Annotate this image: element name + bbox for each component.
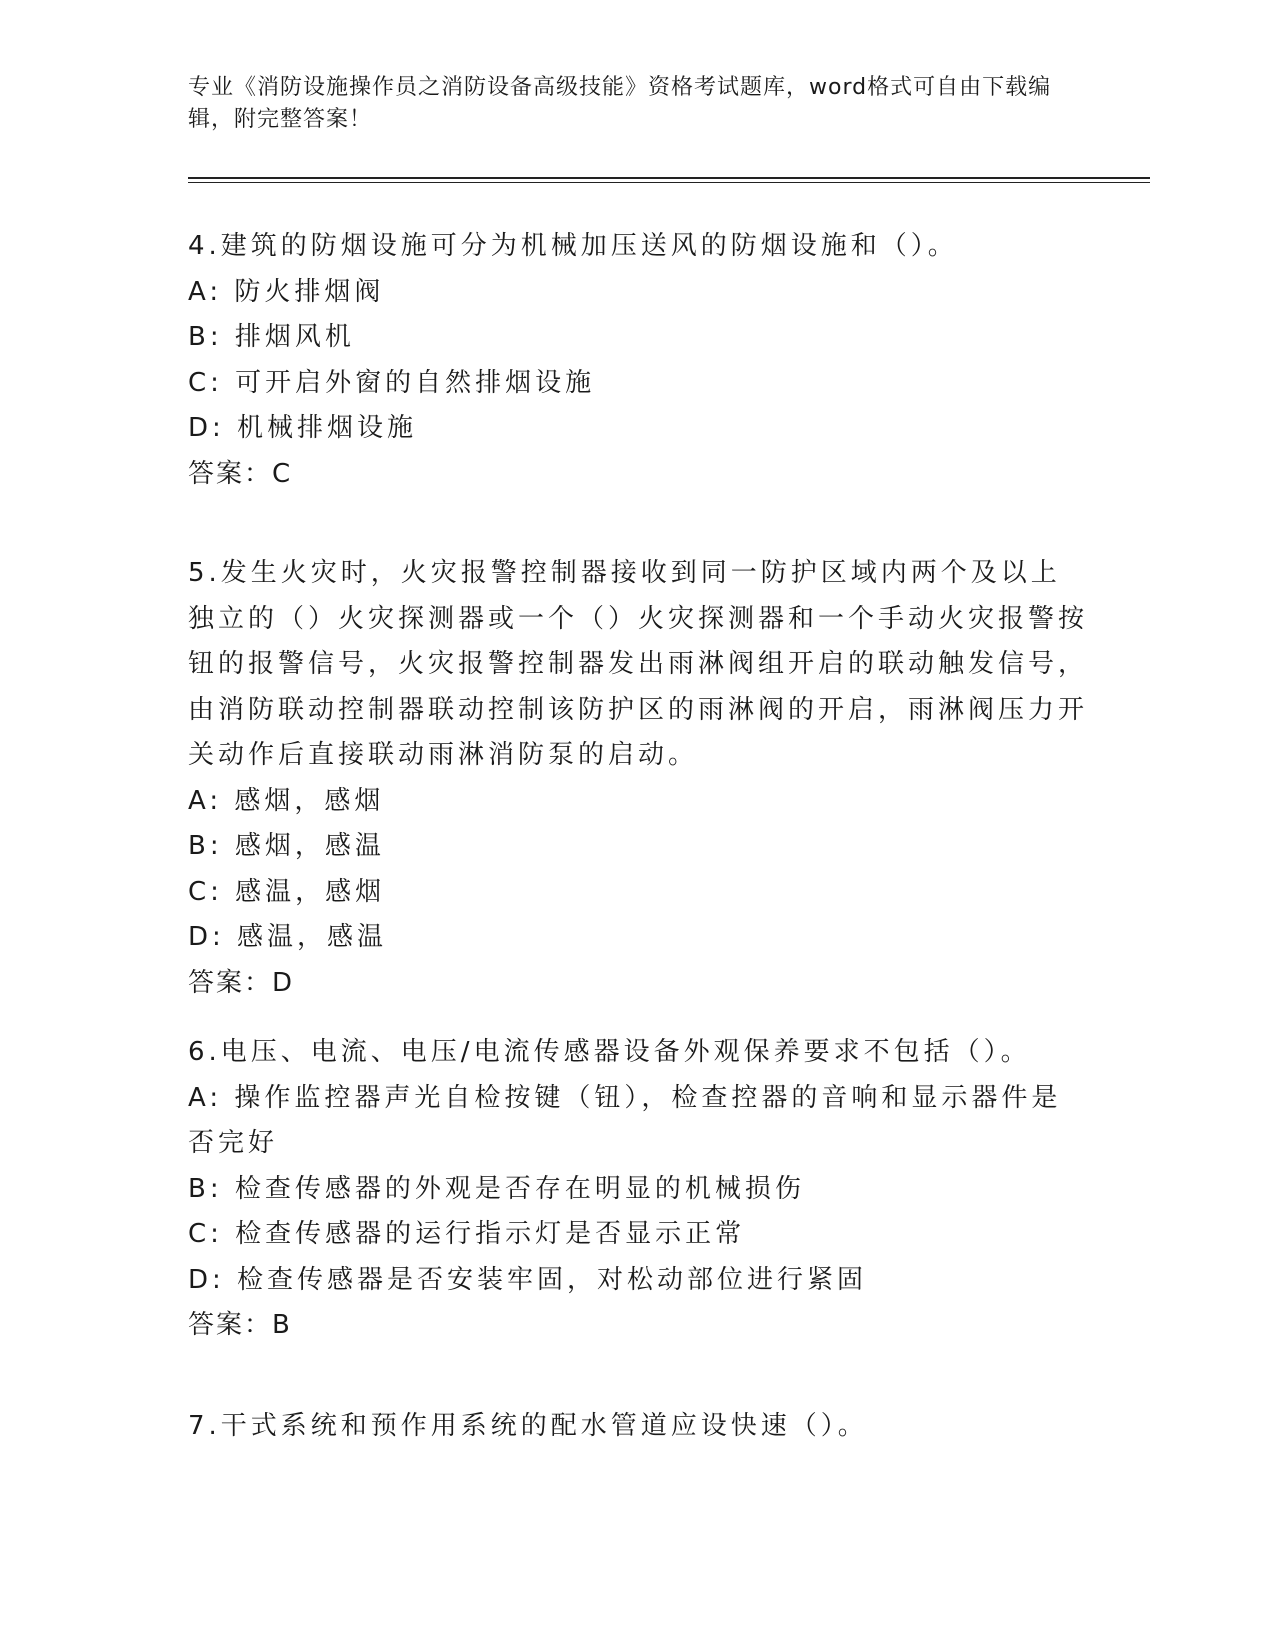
option-a: A: 操作监控器声光自检按键（钮），检查控器的音响和显示器件是否完好 — [188, 1082, 1062, 1158]
option-a: A: 防火排烟阀 — [188, 276, 385, 307]
answer: 答案：C — [188, 458, 293, 489]
option-c: C: 检查传感器的运行指示灯是否显示正常 — [188, 1219, 746, 1249]
option-a: A: 感烟，感烟 — [188, 785, 385, 816]
document-header: 专业《消防设施操作员之消防设备高级技能》资格考试题库，word格式可自由下载编辑，附完整答案！ — [188, 75, 1052, 132]
answer: 答案：B — [188, 1310, 292, 1340]
question-stem: 5.发生火灾时，火灾报警控制器接收到同一防护区域内两个及以上独立的（）火灾探测器或一个（）火灾探测器和一个手动火灾报警按钮的报警信号，火灾报警控制器发出雨淋阀组开启的联动触发信号，由消防联动控制器联动控制该防护区的雨淋阀的开启，雨淋阀压力开关动作后直接联动雨淋消防泵的启动。 — [188, 558, 1089, 770]
question-7 — [188, 1404, 1088, 1450]
header-divider-thin — [188, 182, 1150, 183]
question-5 — [188, 551, 1088, 1006]
option-d: D: 感温，感温 — [188, 922, 388, 952]
option-c: C: 可开启外窗的自然排烟设施 — [188, 367, 596, 398]
answer: 答案：D — [188, 967, 295, 998]
option-b: B: 感烟，感温 — [188, 831, 385, 861]
question-stem: 6.电压、电流、电压/电流传感器设备外观保养要求不包括（）。 — [188, 1037, 1031, 1067]
header-divider — [188, 177, 1150, 179]
option-b: B: 排烟风机 — [188, 322, 355, 352]
option-b: B: 检查传感器的外观是否存在明显的机械损伤 — [188, 1173, 805, 1204]
question-stem: 7.干式系统和预作用系统的配水管道应设快速（）。 — [188, 1411, 868, 1441]
question-stem: 4.建筑的防烟设施可分为机械加压送风的防烟设施和（）。 — [188, 231, 958, 261]
option-d: D: 机械排烟设施 — [188, 413, 418, 443]
option-d: D: 检查传感器是否安装牢固，对松动部位进行紧固 — [188, 1264, 868, 1295]
question-4 — [188, 224, 1088, 497]
option-c: C: 感温，感烟 — [188, 876, 386, 907]
question-6 — [188, 1030, 1088, 1349]
